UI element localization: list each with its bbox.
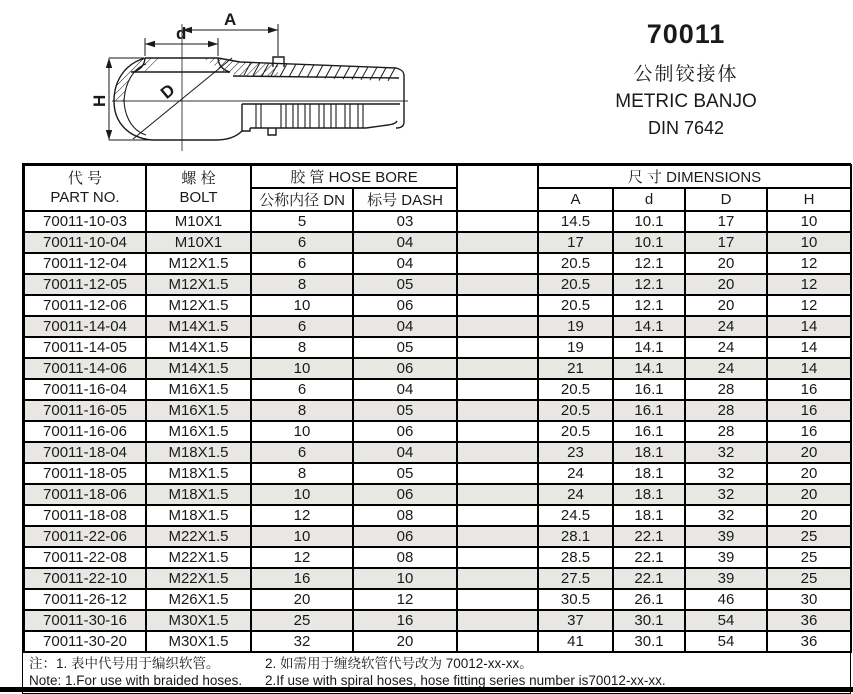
cell-blank <box>457 316 538 337</box>
cell-dim-d: 22.1 <box>613 568 685 589</box>
cell-dim-h: 10 <box>767 211 851 232</box>
cell-dim-d: 26.1 <box>613 589 685 610</box>
col-header-part-no <box>24 165 146 211</box>
cell-dash: 04 <box>353 379 457 400</box>
title-block <box>530 18 842 142</box>
cell-dash: 06 <box>353 484 457 505</box>
col-header-dim-h: H <box>767 188 851 211</box>
dim-label-d: d <box>176 24 187 43</box>
cell-dim-big-d: 54 <box>685 631 767 652</box>
cell-part-no: 70011-22-08 <box>24 547 146 568</box>
hose-barbs <box>256 104 363 128</box>
technical-drawing <box>28 4 440 158</box>
cell-dim-a: 24 <box>538 484 613 505</box>
cell-part-no: 70011-18-05 <box>24 463 146 484</box>
table-row <box>24 568 851 589</box>
cell-bolt: M12X1.5 <box>146 295 251 316</box>
col-header-dn: 公称内径 DN <box>251 188 353 211</box>
table-row <box>24 442 851 463</box>
col-header-dim-d: d <box>613 188 685 211</box>
cell-part-no: 70011-18-08 <box>24 505 146 526</box>
cell-dn: 16 <box>251 568 353 589</box>
cell-dim-big-d: 20 <box>685 253 767 274</box>
product-code: 70011 <box>646 19 726 49</box>
cell-dash: 04 <box>353 316 457 337</box>
cell-part-no: 70011-16-05 <box>24 400 146 421</box>
cell-blank <box>457 274 538 295</box>
cell-part-no: 70011-10-04 <box>24 232 146 253</box>
cell-part-no: 70011-12-06 <box>24 295 146 316</box>
cell-dim-h: 20 <box>767 505 851 526</box>
cell-dash: 04 <box>353 442 457 463</box>
cell-dim-d: 18.1 <box>613 484 685 505</box>
cell-dim-d: 18.1 <box>613 505 685 526</box>
cell-dim-h: 12 <box>767 295 851 316</box>
cell-dim-d: 12.1 <box>613 274 685 295</box>
cell-blank <box>457 484 538 505</box>
note-en-2: 2.If use with spiral hoses, hose fitting series number is70012-xx-xx. <box>265 672 666 688</box>
cell-dim-h: 16 <box>767 400 851 421</box>
cell-bolt: M14X1.5 <box>146 316 251 337</box>
cell-dim-big-d: 24 <box>685 316 767 337</box>
cell-dash: 03 <box>353 211 457 232</box>
cell-blank <box>457 568 538 589</box>
cell-dim-h: 25 <box>767 568 851 589</box>
table-row <box>24 547 851 568</box>
cell-part-no: 70011-10-03 <box>24 211 146 232</box>
cell-dim-d: 16.1 <box>613 421 685 442</box>
col-header-dim-a: A <box>538 188 613 211</box>
table-row <box>24 274 851 295</box>
cell-dim-big-d: 32 <box>685 484 767 505</box>
cell-dim-h: 16 <box>767 421 851 442</box>
cell-blank <box>457 442 538 463</box>
cell-dim-d: 10.1 <box>613 232 685 253</box>
table-row <box>24 505 851 526</box>
cell-blank <box>457 463 538 484</box>
cell-dim-a: 24.5 <box>538 505 613 526</box>
cell-dim-big-d: 39 <box>685 526 767 547</box>
cell-part-no: 70011-22-10 <box>24 568 146 589</box>
table-row <box>24 358 851 379</box>
cell-blank <box>457 400 538 421</box>
cell-bolt: M22X1.5 <box>146 568 251 589</box>
cell-bolt: M18X1.5 <box>146 442 251 463</box>
cell-dim-big-d: 28 <box>685 400 767 421</box>
cell-dn: 8 <box>251 337 353 358</box>
cell-part-no: 70011-14-04 <box>24 316 146 337</box>
cell-dim-d: 18.1 <box>613 442 685 463</box>
cell-dn: 5 <box>251 211 353 232</box>
cell-dim-big-d: 28 <box>685 421 767 442</box>
cell-blank <box>457 421 538 442</box>
cell-dim-d: 30.1 <box>613 631 685 652</box>
table-row <box>24 631 851 652</box>
col-header-dim-big-d: D <box>685 188 767 211</box>
cell-part-no: 70011-22-06 <box>24 526 146 547</box>
page-bottom-rule <box>0 687 853 692</box>
table-row <box>24 610 851 631</box>
cell-dim-d: 14.1 <box>613 358 685 379</box>
cell-dim-h: 12 <box>767 253 851 274</box>
cell-dim-h: 36 <box>767 631 851 652</box>
cell-bolt: M30X1.5 <box>146 631 251 652</box>
spec-table-body <box>24 211 851 652</box>
cell-bolt: M18X1.5 <box>146 484 251 505</box>
spec-table-wrap <box>22 163 851 694</box>
cell-dn: 6 <box>251 253 353 274</box>
cell-part-no: 70011-30-20 <box>24 631 146 652</box>
cell-dn: 6 <box>251 379 353 400</box>
cell-dim-a: 28.1 <box>538 526 613 547</box>
cell-dash: 04 <box>353 253 457 274</box>
banjo-fitting-drawing <box>28 4 440 158</box>
cell-dim-a: 20.5 <box>538 295 613 316</box>
cell-dim-h: 14 <box>767 358 851 379</box>
cell-bolt: M30X1.5 <box>146 610 251 631</box>
cell-bolt: M14X1.5 <box>146 337 251 358</box>
cell-dim-a: 20.5 <box>538 274 613 295</box>
dimension-lines <box>109 24 278 140</box>
cell-part-no: 70011-14-06 <box>24 358 146 379</box>
cell-bolt: M26X1.5 <box>146 589 251 610</box>
cell-dim-h: 10 <box>767 232 851 253</box>
table-row <box>24 526 851 547</box>
table-row <box>24 463 851 484</box>
cell-dim-d: 12.1 <box>613 295 685 316</box>
cell-dim-a: 19 <box>538 316 613 337</box>
table-row <box>24 253 851 274</box>
col-header-bolt <box>146 165 251 211</box>
cell-bolt: M10X1 <box>146 232 251 253</box>
cell-dash: 08 <box>353 505 457 526</box>
cell-dash: 06 <box>353 358 457 379</box>
cell-dash: 06 <box>353 295 457 316</box>
cell-bolt: M18X1.5 <box>146 463 251 484</box>
col-header-blank <box>457 165 538 211</box>
cell-part-no: 70011-16-04 <box>24 379 146 400</box>
cell-dn: 6 <box>251 232 353 253</box>
cell-dim-a: 24 <box>538 463 613 484</box>
cell-dash: 12 <box>353 589 457 610</box>
col-header-dimensions: 尺 寸 DIMENSIONS <box>538 165 851 188</box>
cell-dn: 12 <box>251 505 353 526</box>
cell-dim-a: 20.5 <box>538 400 613 421</box>
cell-dash: 16 <box>353 610 457 631</box>
col-header-part-no-cn: 代 号 <box>67 170 103 187</box>
cell-dn: 25 <box>251 610 353 631</box>
cell-dim-h: 20 <box>767 484 851 505</box>
note-cn-1: 注：1. 表中代号用于编织软管。 <box>29 656 220 671</box>
cell-bolt: M22X1.5 <box>146 547 251 568</box>
cell-dim-big-d: 32 <box>685 505 767 526</box>
cell-part-no: 70011-16-06 <box>24 421 146 442</box>
cell-dash: 05 <box>353 463 457 484</box>
cell-dash: 08 <box>353 547 457 568</box>
cell-dim-big-d: 24 <box>685 337 767 358</box>
cell-dim-big-d: 39 <box>685 547 767 568</box>
cell-part-no: 70011-18-04 <box>24 442 146 463</box>
cell-dash: 04 <box>353 232 457 253</box>
cell-bolt: M10X1 <box>146 211 251 232</box>
cell-dim-d: 22.1 <box>613 547 685 568</box>
table-row <box>24 337 851 358</box>
col-header-bolt-cn: 螺 栓 <box>181 170 216 187</box>
cell-dim-a: 20.5 <box>538 421 613 442</box>
cell-blank <box>457 610 538 631</box>
product-name-en: METRIC BANJO <box>615 91 757 112</box>
cell-dim-a: 21 <box>538 358 613 379</box>
product-name-cn: 公制铰接体 <box>633 64 739 85</box>
cell-part-no: 70011-12-04 <box>24 253 146 274</box>
cell-dim-d: 16.1 <box>613 400 685 421</box>
cell-dim-d: 12.1 <box>613 253 685 274</box>
cell-blank <box>457 505 538 526</box>
cell-dim-d: 18.1 <box>613 463 685 484</box>
cell-blank <box>457 232 538 253</box>
dim-label-big-d: D <box>156 80 179 103</box>
dim-label-a: A <box>224 10 237 29</box>
cell-dash: 05 <box>353 274 457 295</box>
cell-dim-big-d: 20 <box>685 295 767 316</box>
cell-dn: 10 <box>251 484 353 505</box>
cell-dim-h: 25 <box>767 547 851 568</box>
cell-dim-big-d: 17 <box>685 232 767 253</box>
cell-dim-h: 16 <box>767 379 851 400</box>
cell-dn: 8 <box>251 274 353 295</box>
cell-dim-big-d: 20 <box>685 274 767 295</box>
cell-dash: 06 <box>353 421 457 442</box>
cell-dim-a: 20.5 <box>538 379 613 400</box>
cell-blank <box>457 253 538 274</box>
col-header-part-no-en: PART NO. <box>50 189 120 206</box>
cell-dim-a: 23 <box>538 442 613 463</box>
table-row <box>24 316 851 337</box>
dim-label-h: H <box>90 94 109 107</box>
cell-dim-big-d: 39 <box>685 568 767 589</box>
cell-blank <box>457 589 538 610</box>
table-row <box>24 589 851 610</box>
cell-dim-h: 14 <box>767 337 851 358</box>
cell-dim-a: 17 <box>538 232 613 253</box>
product-standard: DIN 7642 <box>647 118 725 138</box>
cell-dim-big-d: 32 <box>685 463 767 484</box>
cell-dim-d: 14.1 <box>613 337 685 358</box>
cell-dim-h: 36 <box>767 610 851 631</box>
cell-dim-d: 14.1 <box>613 316 685 337</box>
cell-dim-h: 12 <box>767 274 851 295</box>
cell-blank <box>457 295 538 316</box>
cell-dim-h: 30 <box>767 589 851 610</box>
cell-dn: 6 <box>251 316 353 337</box>
col-header-hose-bore: 胶 管 HOSE BORE <box>251 165 457 188</box>
cell-bolt: M12X1.5 <box>146 274 251 295</box>
cell-dash: 05 <box>353 337 457 358</box>
cell-dim-big-d: 28 <box>685 379 767 400</box>
cell-dn: 10 <box>251 421 353 442</box>
cell-blank <box>457 358 538 379</box>
cell-dash: 06 <box>353 526 457 547</box>
table-row <box>24 211 851 232</box>
cell-dim-big-d: 32 <box>685 442 767 463</box>
col-header-bolt-en: BOLT <box>179 189 218 206</box>
cell-blank <box>457 379 538 400</box>
cell-blank <box>457 547 538 568</box>
cell-bolt: M14X1.5 <box>146 358 251 379</box>
note-en-1: Note: 1.For use with braided hoses. <box>29 672 243 688</box>
cell-dim-d: 10.1 <box>613 211 685 232</box>
cell-part-no: 70011-30-16 <box>24 610 146 631</box>
cell-blank <box>457 631 538 652</box>
cell-dn: 10 <box>251 526 353 547</box>
note-cn-2: 2. 如需用于缠绕软管代号改为 70012-xx-xx。 <box>265 656 533 671</box>
cell-bolt: M22X1.5 <box>146 526 251 547</box>
cell-blank <box>457 526 538 547</box>
cell-blank <box>457 337 538 358</box>
cell-bolt: M16X1.5 <box>146 400 251 421</box>
table-row <box>24 232 851 253</box>
cell-dim-d: 30.1 <box>613 610 685 631</box>
table-row <box>24 379 851 400</box>
cell-bolt: M16X1.5 <box>146 379 251 400</box>
col-header-dash: 标号 DASH <box>353 188 457 211</box>
diameter-line <box>133 58 232 139</box>
cell-dim-d: 16.1 <box>613 379 685 400</box>
cell-dn: 6 <box>251 442 353 463</box>
cell-dash: 05 <box>353 400 457 421</box>
cell-dn: 32 <box>251 631 353 652</box>
table-row <box>24 400 851 421</box>
cell-dn: 10 <box>251 295 353 316</box>
cell-bolt: M18X1.5 <box>146 505 251 526</box>
cell-dash: 20 <box>353 631 457 652</box>
cell-dim-h: 20 <box>767 442 851 463</box>
cell-dim-d: 22.1 <box>613 526 685 547</box>
cell-dim-a: 37 <box>538 610 613 631</box>
cell-part-no: 70011-14-05 <box>24 337 146 358</box>
cell-dim-a: 28.5 <box>538 547 613 568</box>
cell-dim-big-d: 46 <box>685 589 767 610</box>
cell-dim-a: 19 <box>538 337 613 358</box>
cell-dim-big-d: 17 <box>685 211 767 232</box>
table-row <box>24 484 851 505</box>
cell-dn: 10 <box>251 358 353 379</box>
spec-table <box>23 164 852 653</box>
cell-dim-h: 20 <box>767 463 851 484</box>
cell-dim-a: 41 <box>538 631 613 652</box>
cell-dim-h: 14 <box>767 316 851 337</box>
cell-dim-big-d: 54 <box>685 610 767 631</box>
cell-dim-a: 27.5 <box>538 568 613 589</box>
cell-bolt: M16X1.5 <box>146 421 251 442</box>
cell-dn: 8 <box>251 463 353 484</box>
cell-dn: 8 <box>251 400 353 421</box>
section-hatching <box>114 58 278 101</box>
cell-dim-a: 20.5 <box>538 253 613 274</box>
cell-dn: 20 <box>251 589 353 610</box>
cell-dash: 10 <box>353 568 457 589</box>
cell-dim-big-d: 24 <box>685 358 767 379</box>
cell-part-no: 70011-12-05 <box>24 274 146 295</box>
cell-part-no: 70011-26-12 <box>24 589 146 610</box>
cell-part-no: 70011-18-06 <box>24 484 146 505</box>
table-row <box>24 421 851 442</box>
cell-blank <box>457 211 538 232</box>
cell-dim-h: 25 <box>767 526 851 547</box>
cell-dim-a: 14.5 <box>538 211 613 232</box>
cell-bolt: M12X1.5 <box>146 253 251 274</box>
table-row <box>24 295 851 316</box>
cell-dim-a: 30.5 <box>538 589 613 610</box>
cell-dn: 12 <box>251 547 353 568</box>
